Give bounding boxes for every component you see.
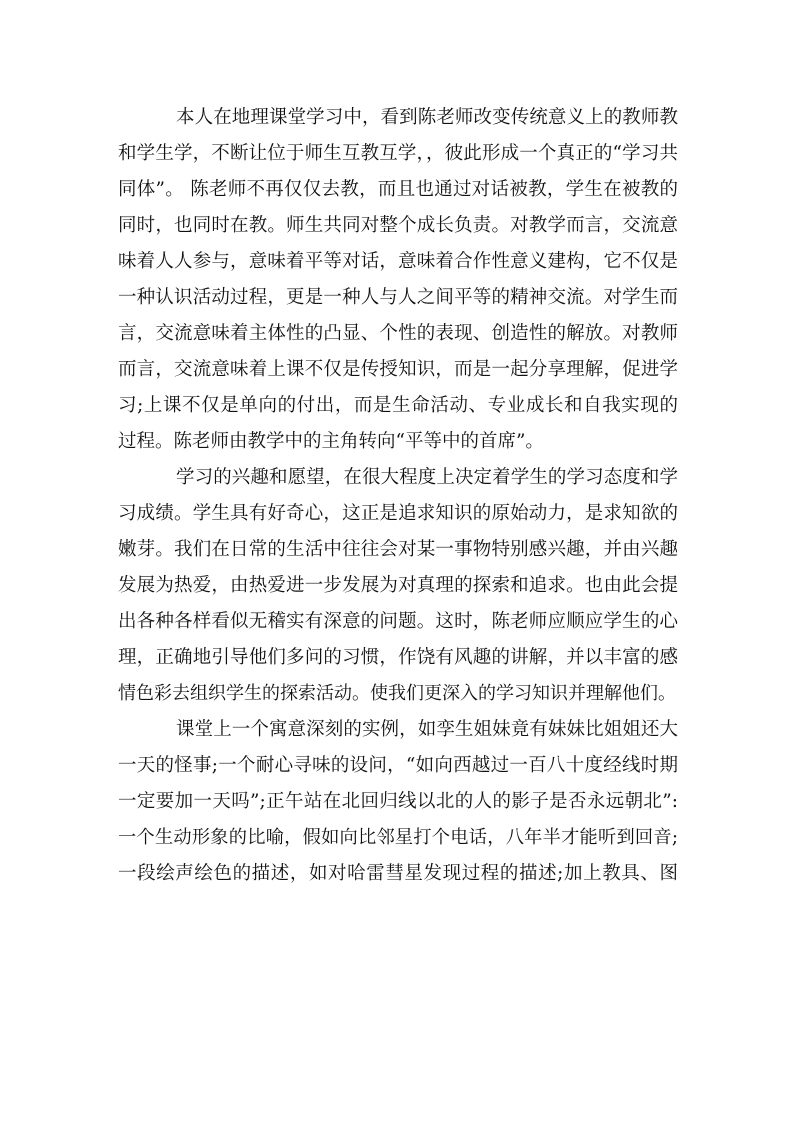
paragraph-2-line-1: 学习的兴趣和愿望，在很大程度上决定着学生的学习态度和学 [176, 467, 678, 488]
paragraph-1-line-8: 而言，交流意味着上课不仅是传授知识，而是一起分享理解，促进学 [118, 359, 678, 380]
paragraph-2-line-4: 发展为热爱，由热爱进一步发展为对真理的探索和追求。也由此会提 [118, 575, 678, 596]
paragraph-3-line-1: 课堂上一个寓意深刻的实例，如孪生姐妹竟有妹妹比姐姐还大 [176, 719, 678, 740]
paragraph-2-line-7: 情色彩去组织学生的探索活动。使我们更深入的学习知识并理解他们。 [118, 683, 676, 704]
paragraph-2-line-3: 嫩芽。我们在日常的生活中往往会对某一事物特别感兴趣，并由兴趣 [118, 539, 678, 560]
paragraph-3-line-5: 一段绘声绘色的描述，如对哈雷彗星发现过程的描述;加上教具、图 [118, 863, 678, 884]
paragraph-3-line-2: 一天的怪事;一个耐心寻味的设问，“如向西越过一百八十度经线时期 [118, 755, 678, 776]
paragraph-3-line-3: 一定要加一天吗”;正午站在北回归线以北的人的影子是否永远朝北”: [118, 791, 678, 812]
paragraph-1-line-9: 习;上课不仅是单向的付出，而是生命活动、专业成长和自我实现的 [118, 395, 678, 416]
paragraph-2-line-2: 习成绩。学生具有好奇心，这正是追求知识的原始动力，是求知欲的 [118, 503, 678, 524]
paragraph-1-line-1: 本人在地理课堂学习中，看到陈老师改变传统意义上的教师教 [176, 107, 678, 128]
paragraph-1-line-7: 言，交流意味着主体性的凸显、个性的表现、创造性的解放。对教师 [118, 323, 678, 344]
paragraph-1-line-6: 一种认识活动过程，更是一种人与人之间平等的精神交流。对学生而 [118, 287, 678, 308]
paragraph-3-line-4: 一个生动形象的比喻，假如向比邻星打个电话，八年半才能听到回音; [118, 827, 678, 848]
paragraph-1-line-4: 同时，也同时在教。师生共同对整个成长负责。对教学而言，交流意 [118, 215, 678, 236]
paragraph-1-line-3: 同体”。 陈老师不再仅仅去教，而且也通过对话被教，学生在被教的 [118, 179, 678, 200]
paragraph-1-line-5: 味着人人参与，意味着平等对话，意味着合作性意义建构，它不仅是 [118, 251, 678, 272]
paragraph-1-line-2: 和学生学，不断让位于师生互教互学，，彼此形成一个真正的“学习共 [118, 143, 678, 164]
paragraph-1-line-10: 过程。陈老师由教学中的主角转向“平等中的首席”。 [118, 431, 544, 452]
paragraph-2-line-5: 出各种各样看似无稽实有深意的问题。这时，陈老师应顺应学生的心 [118, 611, 678, 632]
paragraph-2-line-6: 理，正确地引导他们多问的习惯，作饶有风趣的讲解，并以丰富的感 [118, 647, 678, 668]
